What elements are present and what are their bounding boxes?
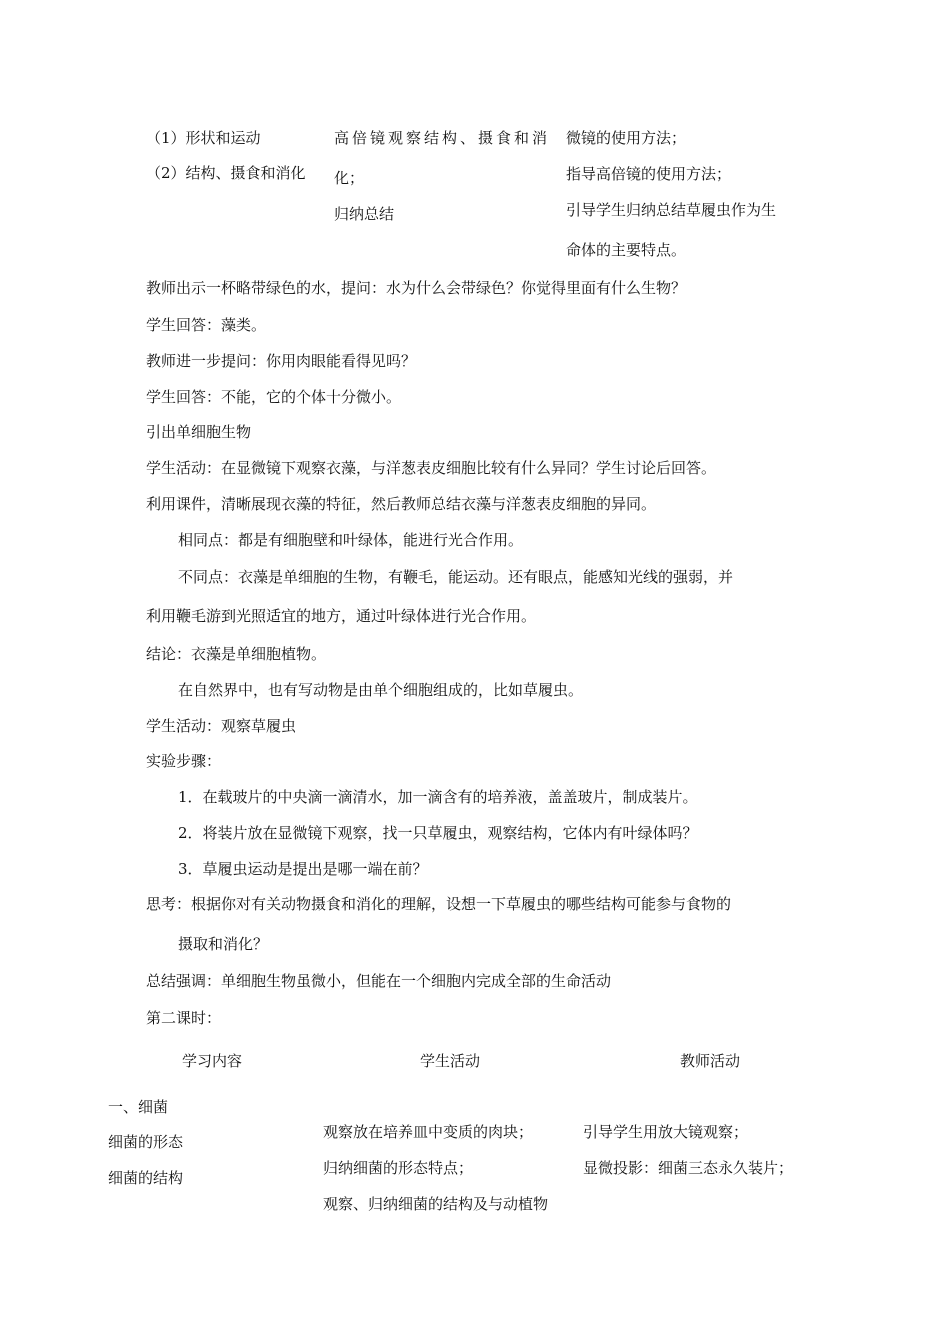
experiment-step: 1．在载玻片的中央滴一滴清水，加一滴含有的培养液，盖盖玻片，制成装片。 (178, 788, 698, 806)
paragraph: 相同点：都是有细胞壁和叶绿体，能进行光合作用。 (178, 531, 524, 549)
student-activity-structure: 观察、归纳细菌的结构及与动植物 (323, 1195, 549, 1213)
content-item-bacteria: 一、细菌 (108, 1098, 169, 1116)
paragraph: 引出单细胞生物 (146, 423, 252, 441)
paragraph: 结论：衣藻是单细胞植物。 (146, 645, 327, 663)
student-activity-line-2: 化； (334, 169, 365, 187)
experiment-step: 3．草履虫运动是提出是哪一端在前？ (178, 860, 428, 878)
paragraph: 学生回答：不能，它的个体十分微小。 (146, 388, 402, 406)
paragraph: 学生回答：藻类。 (146, 316, 267, 334)
paragraph: 学生活动：在显微镜下观察衣藻，与洋葱表皮细胞比较有什么异同？学生讨论后回答。 (146, 459, 717, 477)
paragraph: 在自然界中，也有写动物是由单个细胞组成的，比如草履虫。 (178, 681, 584, 699)
paragraph: 利用课件，清晰展现衣藻的特征，然后教师总结衣藻与洋葱表皮细胞的异同。 (146, 495, 657, 513)
paragraph: 实验步骤： (146, 752, 222, 770)
content-item-structure-feeding: （2）结构、摄食和消化 (146, 164, 306, 182)
teacher-activity-line-0: 微镜的使用方法； (566, 129, 687, 147)
teacher-activity-line-3: 命体的主要特点。 (566, 241, 687, 259)
teacher-activity-projection: 显微投影：细菌三态永久装片； (583, 1159, 794, 1177)
experiment-step: 2．将装片放在显微镜下观察，找一只草履虫，观察结构，它体内有叶绿体吗？ (178, 824, 698, 842)
table-header-student-activity: 学生活动 (420, 1052, 481, 1070)
paragraph: 不同点：衣藻是单细胞的生物，有鞭毛，能运动。还有眼点，能感知光线的强弱，并 (178, 568, 734, 586)
teacher-activity-line-1: 指导高倍镜的使用方法； (566, 165, 732, 183)
paragraph: 总结强调：单细胞生物虽微小，但能在一个细胞内完成全部的生命活动 (146, 972, 612, 990)
table-header-learning-content: 学习内容 (182, 1052, 243, 1070)
student-activity-summarize: 归纳细菌的形态特点； (323, 1159, 474, 1177)
section-heading: 第二课时： (146, 1009, 222, 1027)
content-item-bacteria-structure: 细菌的结构 (108, 1169, 184, 1187)
content-item-bacteria-shape: 细菌的形态 (108, 1133, 184, 1151)
paragraph: 利用鞭毛游到光照适宜的地方，通过叶绿体进行光合作用。 (146, 607, 537, 625)
teacher-activity-line-2: 引导学生归纳总结草履虫作为生 (566, 201, 777, 219)
paragraph: 思考：根据你对有关动物摄食和消化的理解，设想一下草履虫的哪些结构可能参与食物的 (146, 895, 732, 913)
paragraph: 摄取和消化？ (178, 935, 269, 953)
paragraph: 学生活动：观察草履虫 (146, 717, 297, 735)
paragraph: 教师进一步提问：你用肉眼能看得见吗？ (146, 352, 417, 370)
teacher-activity-magnifier: 引导学生用放大镜观察； (583, 1123, 749, 1141)
student-activity-line-1: 高倍镜观察结构、摄食和消 (334, 129, 551, 147)
paragraph: 教师出示一杯略带绿色的水，提问：水为什么会带绿色？你觉得里面有什么生物？ (146, 279, 687, 297)
content-item-shape-movement: （1）形状和运动 (146, 129, 261, 147)
table-header-teacher-activity: 教师活动 (680, 1052, 741, 1070)
student-activity-observe: 观察放在培养皿中变质的肉块； (323, 1123, 534, 1141)
student-activity-line-3: 归纳总结 (334, 205, 395, 223)
